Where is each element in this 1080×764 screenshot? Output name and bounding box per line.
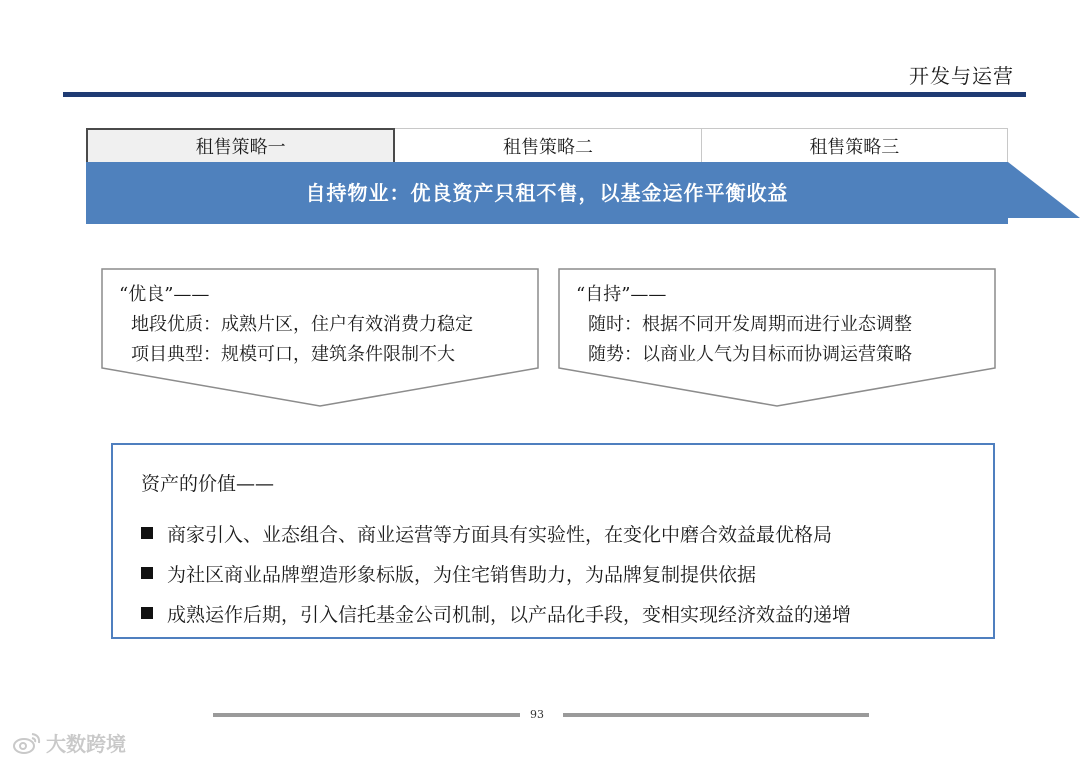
- list-item: [141, 513, 851, 553]
- callout-zichi: [558, 268, 996, 408]
- callout-line: 地段优质：成熟片区，住户有效消费力稳定: [131, 314, 473, 335]
- asset-value-box: [111, 443, 995, 639]
- watermark-text: 大数跨境: [46, 732, 126, 756]
- callout-line: 随势：以商业人气为目标而协调运营策略: [588, 344, 912, 365]
- strategy-tabs: [86, 128, 1008, 162]
- square-bullet-icon: [141, 567, 153, 579]
- strategy-banner: [86, 162, 1080, 224]
- square-bullet-icon: [141, 527, 153, 539]
- weibo-logo-icon: [12, 731, 42, 755]
- callout-line: 随时：根据不同开发周期而进行业态调整: [588, 314, 912, 335]
- tab-strategy-3[interactable]: 租售策略三: [702, 128, 1008, 162]
- callout-youliang: [101, 268, 539, 408]
- tab-strategy-1[interactable]: 租售策略一: [86, 128, 395, 162]
- banner-text: 自持物业：优良资产只租不售，以基金运作平衡收益: [305, 180, 789, 205]
- list-item-text: 成熟运作后期，引入信托基金公司机制，以产品化手段，变相实现经济效益的递增: [167, 603, 852, 626]
- list-item-text: 商家引入、业态组合、商业运营等方面具有实验性，在变化中磨合效益最优格局: [167, 523, 833, 546]
- list-item: [141, 553, 851, 593]
- list-item-text: 为社区商业品牌塑造形象标版，为住宅销售助力，为品牌复制提供依据: [167, 563, 757, 586]
- callout-line: 项目典型：规模可口，建筑条件限制不大: [131, 344, 455, 365]
- watermark: [12, 728, 126, 757]
- page-title: 开发与运营: [909, 64, 1014, 88]
- footer-line-right: [563, 713, 869, 717]
- square-bullet-icon: [141, 607, 153, 619]
- tab-strategy-2[interactable]: 租售策略二: [395, 128, 701, 162]
- header-divider: [63, 92, 1026, 97]
- asset-value-title: 资产的价值——: [141, 473, 275, 495]
- asset-value-list: [141, 513, 851, 633]
- callout-heading: “优良”——: [119, 284, 210, 305]
- list-item: [141, 593, 851, 633]
- footer-line-left: [213, 713, 520, 717]
- page-number: 93: [530, 708, 544, 721]
- callout-heading: “自持”——: [576, 284, 667, 305]
